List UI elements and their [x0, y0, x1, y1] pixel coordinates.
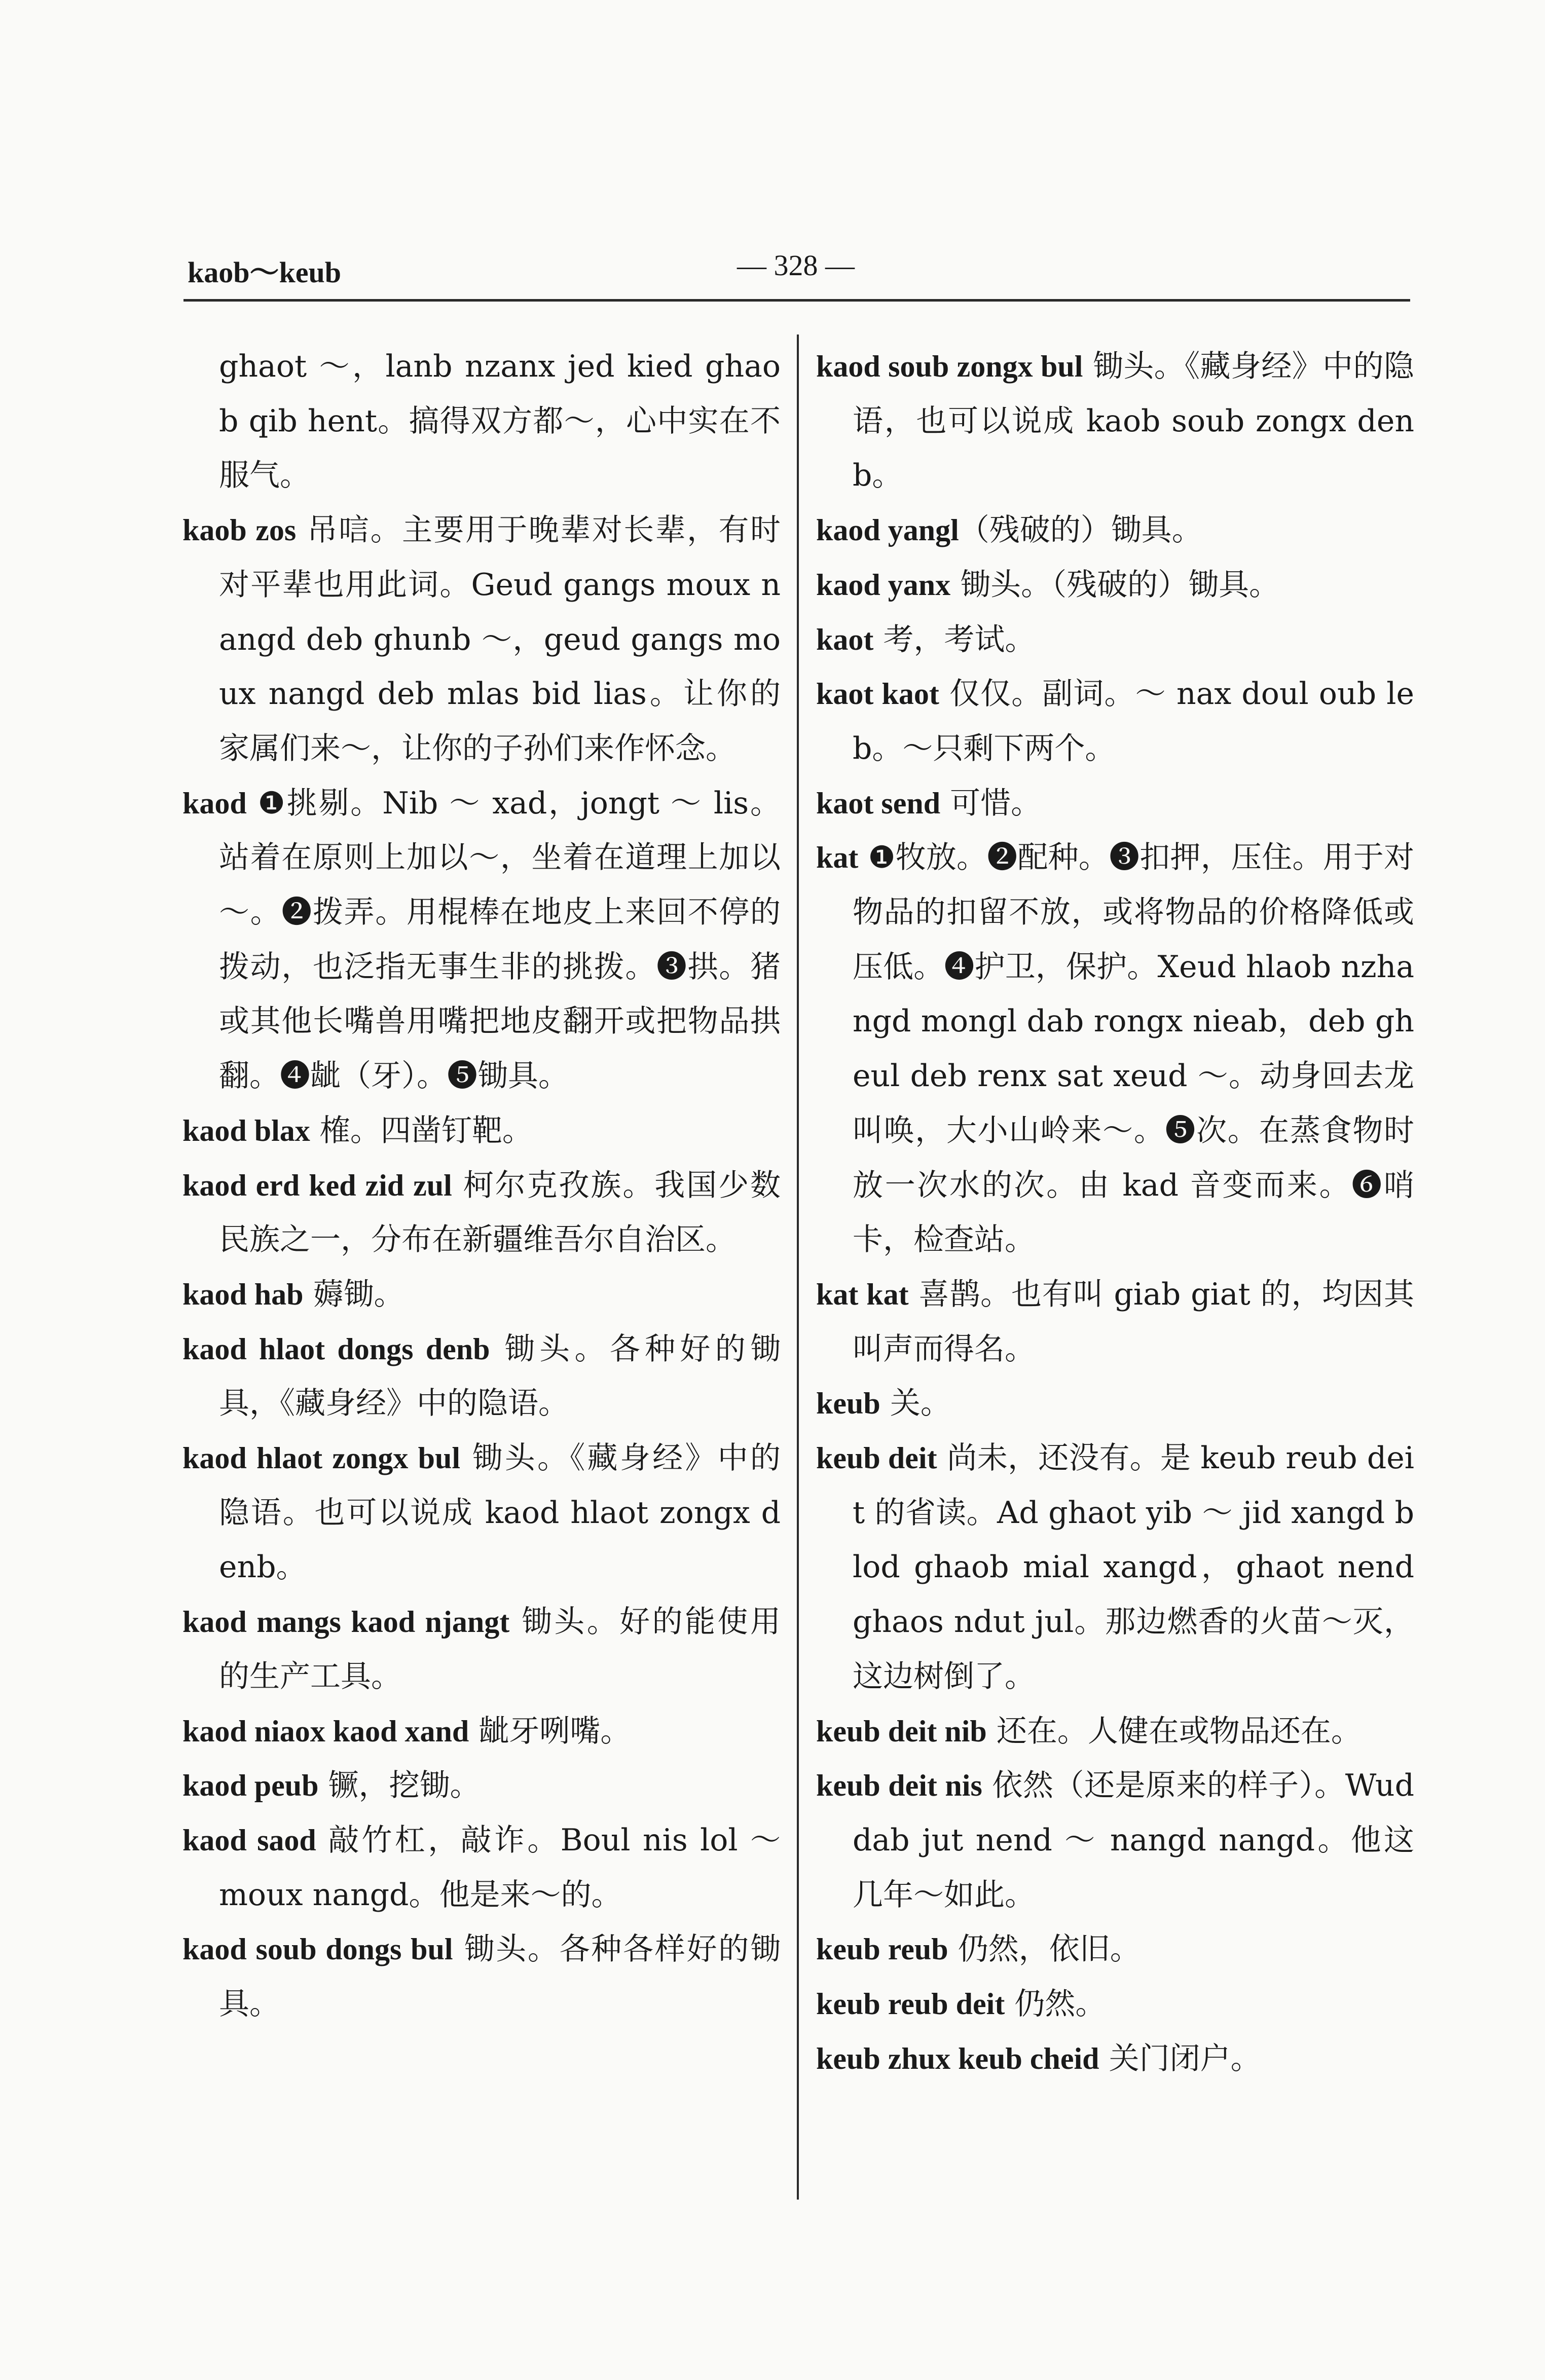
entry-headword: kaod yanx — [816, 568, 951, 602]
entry-headword: kaod soub zongx bul — [816, 350, 1083, 383]
dictionary-entry — [816, 503, 1414, 558]
entry-headword: kaob zos — [182, 513, 297, 547]
entry-definition: 尚未，还没有。是 keub reub deit 的省读。Ad ghaot yib ～ jid xangd blod ghaob mial xangd，ghaot nend ghaos ndut jul。那边燃香的火苗～灭，这边树倒了。 — [853, 1440, 1414, 1694]
entry-headword: kaod hlaot dongs denb — [182, 1332, 490, 1366]
entry-definition: 敲竹杠，敲诈。Boul nis lol ～ moux nangd。他是来～的。 — [219, 1822, 781, 1913]
dictionary-entry — [816, 1759, 1414, 1922]
entry-definition: 锄头。（残破的）锄具。 — [950, 567, 1280, 603]
right-column — [816, 340, 1414, 2215]
dictionary-entry — [182, 1431, 781, 1595]
dictionary-entry — [816, 667, 1414, 776]
entry-definition: 柯尔克孜族。我国少数民族之一，分布在新疆维吾尔自治区。 — [219, 1167, 781, 1258]
entry-definition: 吊唁。主要用于晚辈对长辈，有时对平辈也用此词。Geud gangs moux nangd deb ghunb ～，geud gangs moux nangd deb mlas bid lias。让你的家属们来～，让你的子孙们来作怀念。 — [219, 512, 781, 766]
entry-headword: kaod blax — [182, 1113, 310, 1147]
entry-headword: kaod mangs kaod njangt — [182, 1605, 510, 1639]
entry-headword: kaod hlaot zongx bul — [182, 1441, 461, 1475]
dictionary-entry — [182, 503, 781, 776]
entry-headword: kat — [816, 841, 859, 875]
entry-headword: kat kat — [816, 1277, 909, 1311]
dictionary-entry — [182, 1922, 781, 2031]
entry-definition: 还在。人健在或物品还在。 — [986, 1713, 1362, 1749]
entry-definition: 龇牙咧嘴。 — [469, 1713, 631, 1749]
entry-headword: kaod — [182, 786, 247, 820]
entry-definition: 锄头。《藏身经》中的隐语。也可以说成 kaod hlaot zongx denb。 — [219, 1440, 781, 1585]
entry-definition: 仍然。 — [1005, 1986, 1106, 2022]
dictionary-entry — [816, 558, 1414, 613]
left-column — [182, 340, 781, 2215]
entry-definition: 喜鹊。也有叫 giab giat 的，均因其叫声而得名。 — [853, 1276, 1414, 1367]
entry-headword: keub deit — [816, 1441, 937, 1475]
entry-headword: keub reub deit — [816, 1987, 1005, 2021]
entry-definition: 锄头。各种各样好的锄具。 — [219, 1931, 781, 2022]
dictionary-entry — [816, 776, 1414, 831]
entry-definition: 关。 — [880, 1386, 951, 1422]
running-head: kaob～keub — [188, 256, 342, 289]
dictionary-entry — [182, 1595, 781, 1704]
dictionary-entry — [816, 1922, 1414, 1977]
dictionary-entry — [816, 831, 1414, 1268]
dictionary-entry — [816, 1977, 1414, 2032]
entry-headword: kaot send — [816, 786, 941, 820]
page-number: — 328 — — [737, 249, 855, 282]
entry-headword: kaot kaot — [816, 677, 939, 711]
dictionary-entry — [182, 1759, 781, 1813]
entry-definition: 关门闭户。 — [1099, 2040, 1261, 2076]
entry-definition: 锄头。《藏身经》中的隐语，也可以说成 kaob soub zongx denb。 — [853, 349, 1414, 494]
entry-definition: 镢，挖锄。 — [318, 1768, 481, 1804]
entry-headword: keub reub — [816, 1932, 948, 1966]
dictionary-entry — [816, 340, 1414, 503]
entry-headword: kaod soub dongs bul — [182, 1932, 453, 1966]
entry-headword: kaod saod — [182, 1823, 316, 1857]
entry-definition: 依然（还是原来的样子）。Wud dab jut nend ～ nangd nangd。他这几年～如此。 — [853, 1768, 1414, 1913]
dictionary-entry — [816, 1268, 1414, 1377]
entry-definition: 锄头。各种好的锄具，《藏身经》中的隐语。 — [219, 1331, 781, 1422]
entry-headword: kaod niaox kaod xand — [182, 1714, 469, 1748]
entry-headword: kaod erd ked zid zul — [182, 1168, 452, 1202]
entry-definition: 仅仅。副词。～ nax doul oub leb。～只剩下两个。 — [853, 676, 1414, 766]
dictionary-entry — [182, 1704, 781, 1759]
header-rule — [183, 299, 1410, 302]
dictionary-entry — [816, 2032, 1414, 2087]
column-divider — [797, 334, 799, 2200]
entry-definition: ❶牧放。❷配种。❸扣押，压住。用于对物品的扣留不放，或将物品的价格降低或压低。❹护卫，保护。Xeud hlaob nzhangd mongl dab rongx nieab，deb gheul deb renx sat xeud ～。动身回去龙叫唤，大小山岭来～。❺次。在蒸食物时放一次水的次。由 kad 音变而来。❻哨卡，检查站。 — [853, 840, 1414, 1258]
entry-definition: ❶挑剔。Nib ～ xad，jongt ～ lis。站着在原则上加以～，坐着在道理上加以～。❷拨弄。用棍棒在地皮上来回不停的拨动，也泛指无事生非的挑拨。❸拱。猪或其他长嘴兽用嘴把地皮翻开或把物品拱翻。❹龇（牙）。❺锄具。 — [219, 785, 781, 1094]
dictionary-entry — [816, 613, 1414, 667]
entry-definition: 锄头。好的能使用的生产工具。 — [219, 1604, 781, 1694]
entry-headword: kaod peub — [182, 1769, 319, 1803]
entry-definition: 榷。四凿钉靶。 — [310, 1112, 533, 1148]
entry-headword: kaod hab — [182, 1277, 304, 1311]
entry-definition: 薅锄。 — [303, 1276, 404, 1312]
entry-definition: （残破的）锄具。 — [959, 512, 1202, 548]
entry-definition: 可惜。 — [940, 785, 1042, 821]
dictionary-entry — [182, 776, 781, 1104]
dictionary-entry — [182, 1322, 781, 1431]
entry-headword: kaot — [816, 622, 874, 656]
dictionary-entry — [182, 1104, 781, 1159]
entry-headword: keub zhux keub cheid — [816, 2041, 1099, 2075]
entry-definition: 考，考试。 — [873, 621, 1036, 657]
dictionary-entry — [816, 1377, 1414, 1431]
page-header — [182, 238, 1409, 294]
dictionary-entry — [182, 1813, 781, 1922]
dictionary-entry — [816, 1704, 1414, 1759]
entry-definition: 仍然，依旧。 — [948, 1931, 1141, 1967]
entry-headword: keub deit nis — [816, 1769, 982, 1803]
entry-headword: kaod yangl — [816, 513, 959, 547]
dictionary-entry — [182, 340, 781, 503]
entry-headword: keub — [816, 1387, 880, 1421]
dictionary-entry — [182, 1159, 781, 1268]
entry-headword: keub deit nib — [816, 1714, 987, 1748]
dictionary-entry — [816, 1431, 1414, 1704]
entry-definition: ghaot ～，lanb nzanx jed kied ghaob qib hent。搞得双方都～，心中实在不服气。 — [219, 349, 781, 494]
dictionary-entry — [182, 1268, 781, 1322]
